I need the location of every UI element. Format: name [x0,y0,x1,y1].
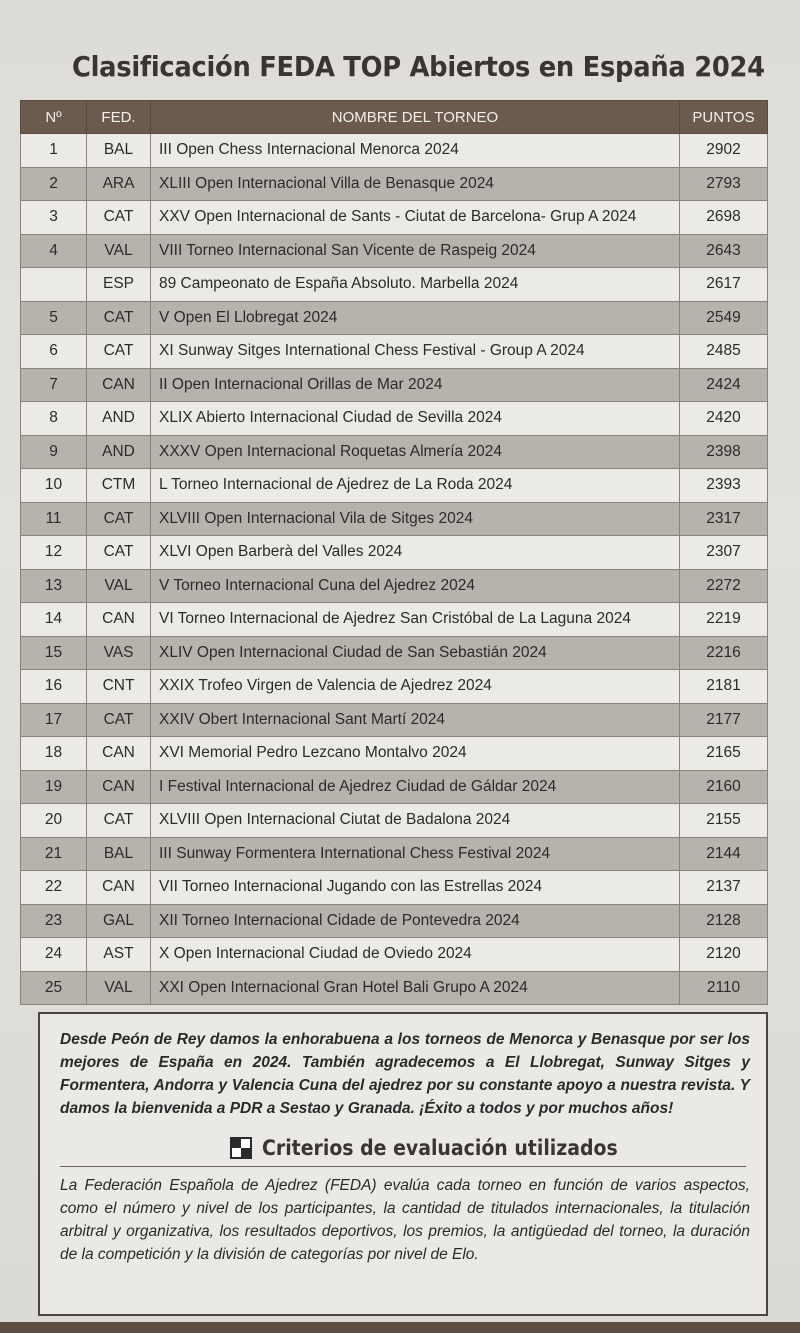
criteria-title: Criterios de evaluación utilizados [262,1136,618,1160]
table-row [21,536,768,570]
cell-points: 2177 [680,703,768,737]
criteria-heading [230,1136,657,1160]
cell-name: XXXV Open Internacional Roquetas Almería 2024 [151,435,680,469]
table-row [21,703,768,737]
cell-num: 10 [21,469,87,503]
table-row [21,569,768,603]
cell-fed: CAN [87,871,151,905]
cell-fed: GAL [87,904,151,938]
table-row [21,335,768,369]
cell-name: III Open Chess Internacional Menorca 2024 [151,134,680,168]
cell-num: 11 [21,502,87,536]
table-header-row [21,101,768,134]
cell-name: 89 Campeonato de España Absoluto. Marbella 2024 [151,268,680,302]
cell-name: V Open El Llobregat 2024 [151,301,680,335]
cell-fed: AND [87,402,151,436]
cell-name: III Sunway Formentera International Chess Festival 2024 [151,837,680,871]
congratulations-message: Desde Peón de Rey damos la enhorabuena a los torneos de Menorca y Benasque por ser los mejores de España en 2024. También agradecemos a El Llobregat, Sunway Sitges y Formentera, Andorra y Valencia Cuna del ajedrez por su constante apoyo a nuestra revista. Y damos la bienvenida a PDR a Sestao y Granada. ¡Éxito a todos y por muchos años! [60,1031,750,1117]
cell-fed: CAN [87,603,151,637]
table-row [21,871,768,905]
cell-points: 2110 [680,971,768,1005]
ranking-table-body [21,134,768,1005]
cell-name: XXIV Obert Internacional Sant Martí 2024 [151,703,680,737]
cell-points: 2317 [680,502,768,536]
cell-num: 22 [21,871,87,905]
cell-num: 14 [21,603,87,637]
cell-fed: AND [87,435,151,469]
column-header-points: PUNTOS [680,101,768,134]
table-row [21,603,768,637]
cell-points: 2144 [680,837,768,871]
cell-fed: CAN [87,770,151,804]
cell-points: 2549 [680,301,768,335]
cell-fed: VAL [87,569,151,603]
cell-name: XLVIII Open Internacional Ciutat de Badalona 2024 [151,804,680,838]
cell-fed: CAT [87,335,151,369]
ranking-table [20,100,768,1005]
info-box [38,1012,768,1316]
cell-num: 13 [21,569,87,603]
cell-points: 2181 [680,670,768,704]
cell-points: 2128 [680,904,768,938]
table-row [21,201,768,235]
table-row [21,804,768,838]
table-row [21,770,768,804]
cell-name: XLIX Abierto Internacional Ciudad de Sevilla 2024 [151,402,680,436]
table-row [21,737,768,771]
cell-num: 5 [21,301,87,335]
cell-points: 2272 [680,569,768,603]
cell-name: XLIII Open Internacional Villa de Benasque 2024 [151,167,680,201]
table-row [21,402,768,436]
cell-fed: CAT [87,804,151,838]
table-row [21,234,768,268]
cell-num: 3 [21,201,87,235]
cell-points: 2643 [680,234,768,268]
cell-name: XII Torneo Internacional Cidade de Pontevedra 2024 [151,904,680,938]
cell-points: 2424 [680,368,768,402]
cell-num: 2 [21,167,87,201]
cell-points: 2165 [680,737,768,771]
cell-name: XVI Memorial Pedro Lezcano Montalvo 2024 [151,737,680,771]
cell-points: 2307 [680,536,768,570]
cell-name: VIII Torneo Internacional San Vicente de Raspeig 2024 [151,234,680,268]
cell-num: 25 [21,971,87,1005]
cell-name: V Torneo Internacional Cuna del Ajedrez 2024 [151,569,680,603]
table-row [21,167,768,201]
cell-name: XXV Open Internacional de Sants - Ciutat de Barcelona- Grup A 2024 [151,201,680,235]
cell-fed: CAT [87,703,151,737]
cell-num: 18 [21,737,87,771]
cell-fed: CAT [87,201,151,235]
cell-name: XLIV Open Internacional Ciudad de San Sebastián 2024 [151,636,680,670]
cell-num: 12 [21,536,87,570]
cell-fed: CAT [87,301,151,335]
cell-points: 2160 [680,770,768,804]
cell-fed: CAT [87,536,151,570]
table-row [21,469,768,503]
cell-name: XI Sunway Sitges International Chess Festival - Group A 2024 [151,335,680,369]
table-row [21,134,768,168]
cell-name: II Open Internacional Orillas de Mar 2024 [151,368,680,402]
cell-fed: VAL [87,971,151,1005]
cell-name: I Festival Internacional de Ajedrez Ciudad de Gáldar 2024 [151,770,680,804]
cell-num [21,268,87,302]
cell-points: 2902 [680,134,768,168]
column-header-name: NOMBRE DEL TORNEO [151,101,680,134]
cell-num: 9 [21,435,87,469]
cell-fed: AST [87,938,151,972]
cell-fed: CAN [87,737,151,771]
table-row [21,636,768,670]
criteria-text: La Federación Española de Ajedrez (FEDA) evalúa cada torneo en función de varios aspectos, como el número y nivel de los participantes, la cantidad de titulados internacionales, la titulación arbitral y organizativa, los resultados deportivos, los premios, la antigüedad del torneo, la duración de la competición y la división de categorías por nivel de Elo. [60,1177,750,1263]
cell-fed: CAT [87,502,151,536]
cell-fed: CAN [87,368,151,402]
cell-name: XLVIII Open Internacional Vila de Sitges 2024 [151,502,680,536]
cell-num: 23 [21,904,87,938]
cell-fed: VAL [87,234,151,268]
cell-points: 2398 [680,435,768,469]
cell-num: 6 [21,335,87,369]
cell-name: XXI Open Internacional Gran Hotel Bali Grupo A 2024 [151,971,680,1005]
cell-points: 2393 [680,469,768,503]
divider [60,1166,746,1167]
title-row [60,38,765,94]
cell-num: 20 [21,804,87,838]
cell-num: 16 [21,670,87,704]
cell-fed: CTM [87,469,151,503]
cell-fed: BAL [87,134,151,168]
cell-fed: BAL [87,837,151,871]
cell-points: 2155 [680,804,768,838]
cell-num: 1 [21,134,87,168]
cell-points: 2120 [680,938,768,972]
cell-fed: ESP [87,268,151,302]
cell-points: 2216 [680,636,768,670]
cell-name: VI Torneo Internacional de Ajedrez San Cristóbal de La Laguna 2024 [151,603,680,637]
table-row [21,670,768,704]
cell-num: 19 [21,770,87,804]
cell-num: 21 [21,837,87,871]
cell-num: 4 [21,234,87,268]
cell-points: 2793 [680,167,768,201]
cell-num: 15 [21,636,87,670]
page-title: Clasificación FEDA TOP Abiertos en España 2024 [72,49,765,83]
table-row [21,368,768,402]
cell-num: 17 [21,703,87,737]
table-row [21,435,768,469]
cell-points: 2137 [680,871,768,905]
cell-fed: VAS [87,636,151,670]
cell-name: XXIX Trofeo Virgen de Valencia de Ajedrez 2024 [151,670,680,704]
table-row [21,971,768,1005]
table-row [21,837,768,871]
table-row [21,268,768,302]
cell-points: 2485 [680,335,768,369]
table-row [21,904,768,938]
table-row [21,301,768,335]
cell-fed: CNT [87,670,151,704]
cell-name: VII Torneo Internacional Jugando con las Estrellas 2024 [151,871,680,905]
cell-name: XLVI Open Barberà del Valles 2024 [151,536,680,570]
cell-points: 2617 [680,268,768,302]
column-header-num: Nº [21,101,87,134]
cell-points: 2219 [680,603,768,637]
table-row [21,502,768,536]
cell-points: 2698 [680,201,768,235]
column-header-fed: FED. [87,101,151,134]
cell-name: L Torneo Internacional de Ajedrez de La Roda 2024 [151,469,680,503]
cell-name: X Open Internacional Ciudad de Oviedo 2024 [151,938,680,972]
cell-points: 2420 [680,402,768,436]
cell-num: 8 [21,402,87,436]
cell-fed: ARA [87,167,151,201]
cell-num: 24 [21,938,87,972]
chessboard-icon [230,1137,252,1159]
table-row [21,938,768,972]
bottom-strip [0,1322,800,1333]
cell-num: 7 [21,368,87,402]
